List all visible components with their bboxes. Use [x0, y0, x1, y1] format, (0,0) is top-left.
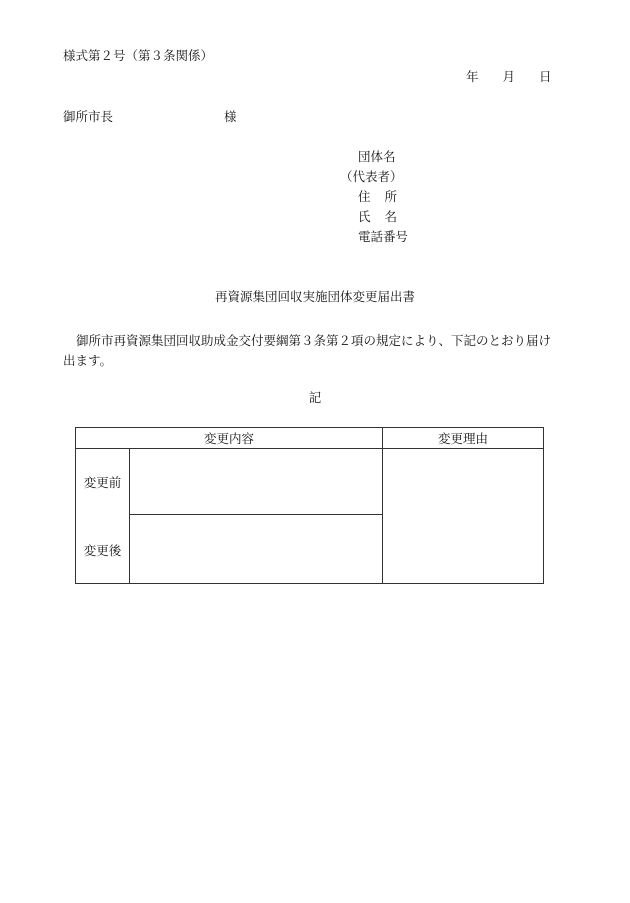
- cell-before-content[interactable]: [130, 449, 382, 514]
- org-name-label: 団体名: [358, 149, 396, 164]
- header-reason: 変更理由: [437, 431, 488, 446]
- row-label-after: 変更後: [83, 543, 122, 558]
- address-label-char-2: 所: [384, 189, 398, 204]
- addressee: [63, 109, 237, 124]
- address-label-char-1: 住: [358, 189, 371, 204]
- mayor-title: 御所市長: [63, 109, 114, 124]
- change-table: [75, 427, 544, 584]
- row-label-before: 変更前: [83, 475, 122, 490]
- header-content: 変更内容: [203, 431, 254, 446]
- phone-label: 電話番号: [358, 229, 409, 244]
- honorific: 様: [224, 109, 237, 124]
- date-line: [466, 71, 552, 84]
- body-text: 御所市再資源集団回収助成金交付要綱第３条第２項の規定により、下記のとおり届け出ます。: [63, 333, 552, 368]
- date-month-label: 月: [502, 69, 516, 84]
- date-day-label: 日: [539, 69, 552, 84]
- date-year-label: 年: [466, 69, 479, 84]
- name-label-char-1: 氏: [358, 209, 371, 224]
- name-label-char-2: 名: [384, 209, 398, 224]
- representative-label: （代表者）: [340, 169, 403, 184]
- document-title: 再資源集団回収実施団体変更届出書: [214, 289, 415, 304]
- form-number: 様式第２号（第３条関係）: [63, 48, 214, 63]
- ki-label: 記: [308, 390, 322, 405]
- cell-after-content[interactable]: [130, 515, 382, 583]
- cell-reason[interactable]: [383, 449, 543, 583]
- address-label: [358, 191, 397, 204]
- name-label: [358, 211, 397, 224]
